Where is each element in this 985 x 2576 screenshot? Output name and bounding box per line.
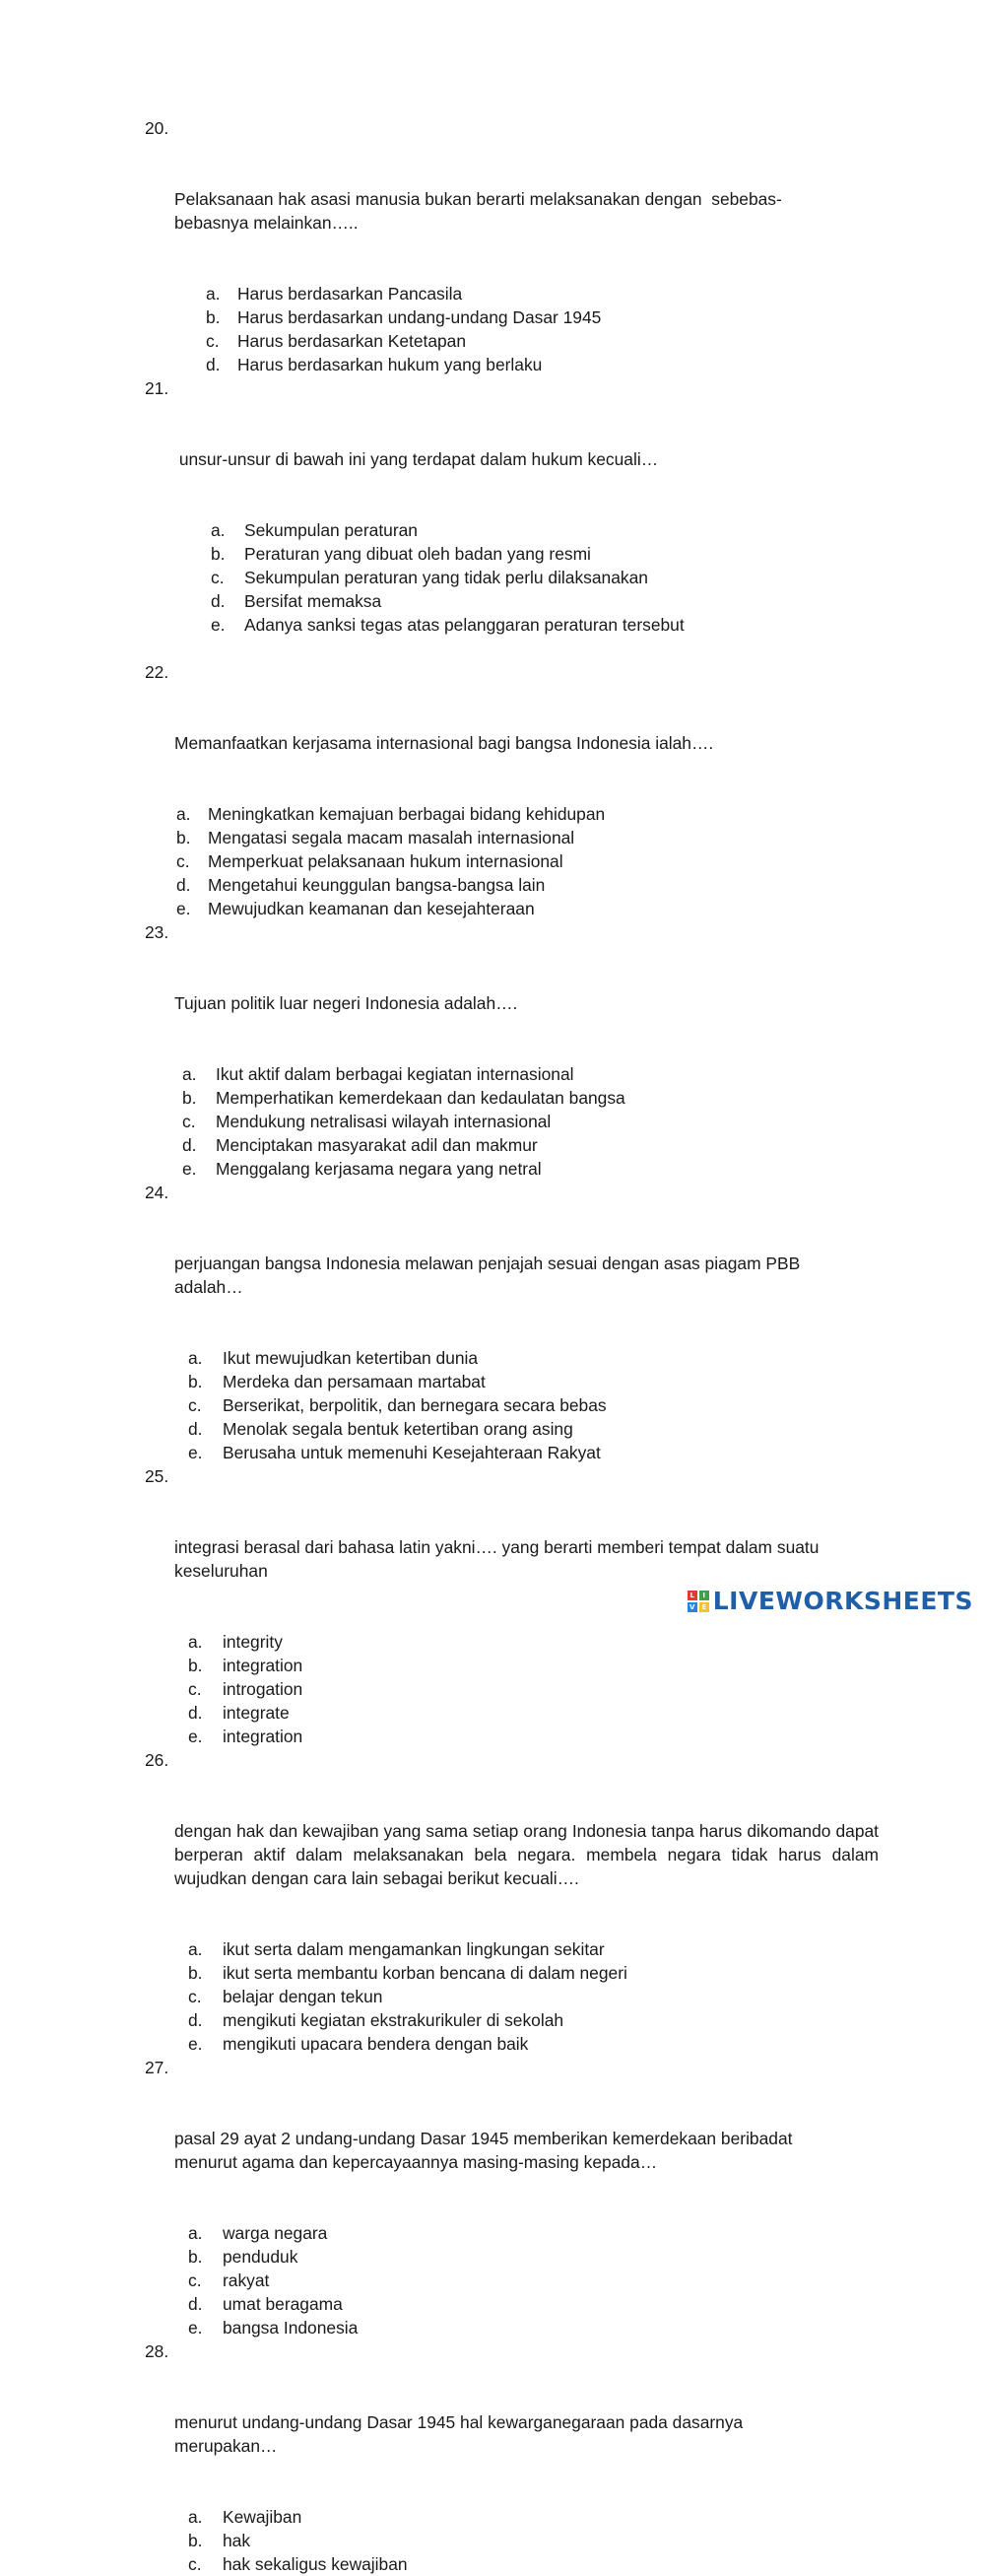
option-letter: d. (188, 2294, 203, 2314)
option-c[interactable] (145, 566, 879, 589)
option-text: Meningkatkan kemajuan berbagai bidang kehidupan (208, 804, 606, 824)
question-stem (145, 660, 879, 802)
option-text: Bersifat memaksa (244, 591, 382, 611)
question-number: 25. (145, 1466, 169, 1486)
option-b[interactable] (145, 1961, 879, 1985)
question-text: unsur-unsur di bawah ini yang terdapat dalam hukum kecuali… (174, 449, 659, 469)
option-letter: a. (182, 1064, 197, 1084)
option-letter: e. (188, 1443, 203, 1462)
option-text: integrity (223, 1632, 283, 1652)
logo-wordmark: LIVEWORKSHEETS (712, 1587, 973, 1615)
option-d[interactable] (145, 2008, 879, 2032)
option-letter: a. (188, 1632, 203, 1652)
option-list (145, 802, 879, 920)
option-list (145, 282, 879, 376)
option-letter: c. (176, 851, 190, 871)
option-text: introgation (223, 1679, 303, 1699)
option-text: Sekumpulan peraturan yang tidak perlu dilaksanakan (244, 568, 648, 587)
option-letter: e. (211, 615, 226, 635)
option-c[interactable] (145, 849, 879, 873)
question-20 (145, 116, 879, 376)
question-text: menurut undang-undang Dasar 1945 hal kewarganegaraan pada dasarnya merupakan… (174, 2412, 744, 2456)
question-number: 27. (145, 2058, 169, 2077)
option-text: mengikuti upacara bendera dengan baik (223, 2034, 529, 2054)
option-letter: d. (206, 355, 221, 374)
option-text: Ikut mewujudkan ketertiban dunia (223, 1348, 479, 1368)
option-list (145, 2221, 879, 2339)
question-23 (145, 920, 879, 1181)
option-letter: a. (188, 1939, 203, 1959)
option-text: Mewujudkan keamanan dan kesejahteraan (208, 899, 535, 918)
question-number: 20. (145, 118, 169, 138)
option-text: Sekumpulan peraturan (244, 520, 418, 540)
question-number: 28. (145, 2341, 169, 2361)
option-c[interactable] (145, 2269, 879, 2292)
question-26 (145, 1748, 888, 2056)
option-a[interactable] (145, 1630, 879, 1654)
option-list (145, 1346, 879, 1464)
question-stem (145, 2339, 879, 2505)
question-text: Memanfaatkan kerjasama internasional bagi bangsa Indonesia ialah…. (174, 733, 714, 753)
option-b[interactable] (145, 2245, 879, 2269)
option-list (145, 2505, 879, 2576)
option-text: Ikut aktif dalam berbagai kegiatan internasional (216, 1064, 574, 1084)
option-e[interactable] (145, 613, 879, 637)
question-28 (145, 2339, 879, 2576)
question-text: perjuangan bangsa Indonesia melawan penjajah sesuai dengan asas piagam PBB adalah… (174, 1254, 801, 1297)
option-letter: b. (188, 1656, 203, 1675)
question-number: 26. (145, 1750, 169, 1770)
option-letter: b. (188, 2247, 203, 2267)
option-letter: d. (188, 1419, 203, 1439)
option-letter: b. (182, 1088, 197, 1108)
option-d[interactable] (145, 2292, 879, 2316)
question-text: dengan hak dan kewajiban yang sama setiap orang Indonesia tanpa harus dikomando dapat berperan aktif dalam melaksanakan bela negara. membela negara tidak harus dalam wujudkan dengan cara lain sebagai berikut kecuali…. (174, 1821, 888, 1888)
logo-cell: L (688, 1591, 697, 1600)
option-e[interactable] (145, 2316, 879, 2339)
question-stem (145, 1748, 888, 1937)
option-text: Berserikat, berpolitik, dan bernegara secara bebas (223, 1395, 607, 1415)
option-text: warga negara (223, 2223, 328, 2243)
option-text: ikut serta membantu korban bencana di dalam negeri (223, 1963, 627, 1983)
option-a[interactable] (145, 1346, 879, 1370)
option-letter: c. (206, 331, 220, 351)
option-letter: e. (176, 899, 191, 918)
option-text: Memperhatikan kemerdekaan dan kedaulatan bangsa (216, 1088, 625, 1108)
option-d[interactable] (145, 353, 879, 376)
option-b[interactable] (145, 1654, 879, 1677)
option-letter: c. (188, 1395, 202, 1415)
option-letter: a. (206, 284, 221, 304)
option-c[interactable] (145, 1985, 879, 2008)
option-letter: d. (176, 875, 191, 895)
option-a[interactable] (145, 2505, 879, 2529)
option-letter: c. (182, 1112, 196, 1131)
option-text: umat beragama (223, 2294, 343, 2314)
option-letter: d. (182, 1135, 197, 1155)
option-text: Memperkuat pelaksanaan hukum internasional (208, 851, 563, 871)
option-text: rakyat (223, 2271, 270, 2290)
logo-cell: I (699, 1591, 709, 1600)
option-b[interactable] (145, 305, 879, 329)
option-text: Adanya sanksi tegas atas pelanggaran peraturan tersebut (244, 615, 685, 635)
option-c[interactable] (145, 329, 879, 353)
question-21 (145, 376, 879, 637)
question-stem (145, 2056, 879, 2221)
question-stem (145, 920, 879, 1062)
logo-cell: E (699, 1602, 709, 1612)
option-letter: b. (188, 1372, 203, 1391)
option-b[interactable] (145, 1370, 879, 1393)
option-a[interactable] (145, 2221, 879, 2245)
option-d[interactable] (145, 873, 879, 897)
option-a[interactable] (145, 518, 879, 542)
option-b[interactable] (145, 2529, 879, 2552)
option-text: Harus berdasarkan hukum yang berlaku (237, 355, 543, 374)
question-number: 22. (145, 662, 169, 682)
option-e[interactable] (145, 897, 879, 920)
option-letter: c. (188, 1987, 202, 2006)
option-text: Mengetahui keunggulan bangsa-bangsa lain (208, 875, 546, 895)
option-letter: d. (188, 2010, 203, 2030)
option-letter: b. (211, 544, 226, 564)
option-d[interactable] (145, 1417, 879, 1441)
option-a[interactable] (145, 1062, 879, 1086)
question-number: 21. (145, 378, 169, 398)
option-d[interactable] (145, 1133, 879, 1157)
option-b[interactable] (145, 542, 879, 566)
option-b[interactable] (145, 1086, 879, 1110)
option-d[interactable] (145, 1701, 879, 1725)
liveworksheets-logo[interactable] (688, 1587, 973, 1615)
option-text: Peraturan yang dibuat oleh badan yang resmi (244, 544, 591, 564)
question-stem (145, 1181, 879, 1346)
option-e[interactable] (145, 1441, 879, 1464)
option-list (145, 1062, 879, 1181)
option-b[interactable] (145, 826, 879, 849)
option-letter: a. (176, 804, 191, 824)
option-text: mengikuti kegiatan ekstrakurikuler di sekolah (223, 2010, 564, 2030)
option-letter: b. (188, 2531, 203, 2550)
option-c[interactable] (145, 1393, 879, 1417)
worksheet (145, 116, 888, 2576)
question-27 (145, 2056, 879, 2339)
question-22 (145, 660, 879, 920)
option-a[interactable] (145, 1937, 879, 1961)
option-text: penduduk (223, 2247, 298, 2267)
option-letter: a. (188, 1348, 203, 1368)
option-letter: b. (206, 307, 221, 327)
option-letter: b. (176, 828, 191, 847)
option-text: integrate (223, 1703, 290, 1723)
question-text: Pelaksanaan hak asasi manusia bukan berarti melaksanakan dengan sebebas- bebasnya melainkan….. (174, 189, 782, 233)
option-letter: e. (182, 1159, 197, 1179)
question-stem (145, 116, 879, 282)
option-list (145, 1630, 879, 1748)
option-e[interactable] (145, 1157, 879, 1181)
option-letter: c. (188, 1679, 202, 1699)
option-c[interactable] (145, 1110, 879, 1133)
question-stem (145, 376, 879, 518)
question-text: Tujuan politik luar negeri Indonesia adalah…. (174, 993, 518, 1013)
option-c[interactable] (145, 1677, 879, 1701)
option-letter: d. (188, 1703, 203, 1723)
logo-mark-icon (688, 1591, 709, 1612)
question-text: integrasi berasal dari bahasa latin yakni…. yang berarti memberi tempat dalam suatu keseluruhan (174, 1537, 820, 1581)
option-a[interactable] (145, 282, 879, 305)
question-number: 23. (145, 922, 169, 942)
option-text: Berusaha untuk memenuhi Kesejahteraan Rakyat (223, 1443, 601, 1462)
option-letter: c. (188, 2271, 202, 2290)
option-letter: a. (188, 2507, 203, 2527)
option-text: hak sekaligus kewajiban (223, 2554, 408, 2574)
option-letter: d. (211, 591, 226, 611)
option-list (145, 1937, 879, 2056)
option-text: Harus berdasarkan Ketetapan (237, 331, 467, 351)
option-text: bangsa Indonesia (223, 2318, 359, 2338)
option-text: Menciptakan masyarakat adil dan makmur (216, 1135, 538, 1155)
option-d[interactable] (145, 589, 879, 613)
option-letter: e. (188, 2034, 203, 2054)
option-c[interactable] (145, 2552, 879, 2576)
option-text: integration (223, 1727, 303, 1746)
option-text: Menolak segala bentuk ketertiban orang asing (223, 1419, 573, 1439)
logo-cell: V (688, 1602, 697, 1612)
option-letter: e. (188, 1727, 203, 1746)
option-text: Kewajiban (223, 2507, 302, 2527)
option-text: Menggalang kerjasama negara yang netral (216, 1159, 542, 1179)
option-e[interactable] (145, 2032, 879, 2056)
option-e[interactable] (145, 1725, 879, 1748)
option-letter: c. (211, 568, 225, 587)
option-text: Mengatasi segala macam masalah internasional (208, 828, 575, 847)
question-number: 24. (145, 1183, 169, 1202)
option-list (145, 518, 879, 637)
option-letter: b. (188, 1963, 203, 1983)
option-letter: a. (188, 2223, 203, 2243)
option-letter: c. (188, 2554, 202, 2574)
question-text: pasal 29 ayat 2 undang-undang Dasar 1945 memberikan kemerdekaan beribadat menurut agama dan kepercayaannya masing-masing kepada… (174, 2129, 793, 2172)
option-text: belajar dengan tekun (223, 1987, 383, 2006)
option-letter: a. (211, 520, 226, 540)
option-text: Harus berdasarkan Pancasila (237, 284, 463, 304)
option-text: Mendukung netralisasi wilayah internasional (216, 1112, 552, 1131)
question-24 (145, 1181, 879, 1464)
option-text: ikut serta dalam mengamankan lingkungan sekitar (223, 1939, 605, 1959)
option-letter: e. (188, 2318, 203, 2338)
option-text: hak (223, 2531, 251, 2550)
option-text: integration (223, 1656, 303, 1675)
option-a[interactable] (145, 802, 879, 826)
option-text: Harus berdasarkan undang-undang Dasar 1945 (237, 307, 602, 327)
option-text: Merdeka dan persamaan martabat (223, 1372, 486, 1391)
